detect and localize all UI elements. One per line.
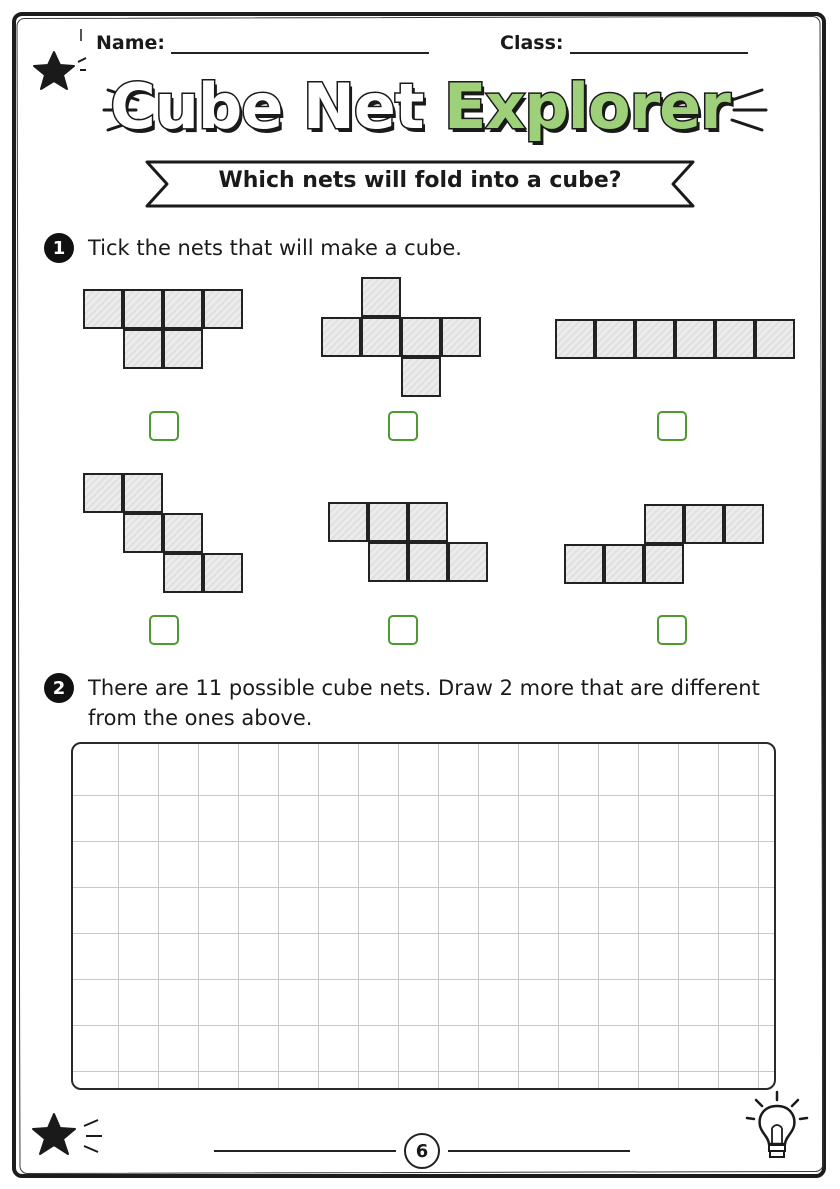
net-square (203, 289, 243, 329)
net-square (715, 319, 755, 359)
name-label: Name: (96, 32, 166, 54)
net-square (163, 513, 203, 553)
net-square (604, 544, 644, 584)
subtitle: Which nets will fold into a cube? (218, 168, 622, 193)
sparkle-icon (74, 28, 88, 42)
net-square (368, 542, 408, 582)
question-2-line-1: There are 11 possible cube nets. Draw 2 more that are different (88, 676, 760, 700)
net-square (401, 357, 441, 397)
net-square (675, 319, 715, 359)
question-2-badge: 2 (44, 673, 74, 703)
lightbulb-icon (742, 1088, 812, 1168)
net-square (163, 329, 203, 369)
page-number: 6 (404, 1133, 440, 1169)
question-1-badge: 1 (44, 233, 74, 263)
net-square (684, 504, 724, 544)
question-1-text: Tick the nets that will make a cube. (88, 236, 462, 260)
question-2-line-2: from the ones above. (88, 706, 313, 730)
title-word-1: Cube Net (110, 70, 424, 143)
net-square (123, 513, 163, 553)
footer-line-right (448, 1150, 630, 1152)
net-square (361, 277, 401, 317)
tick-box-net-5[interactable] (388, 615, 418, 645)
net-square (123, 329, 163, 369)
net-square (83, 473, 123, 513)
class-line[interactable] (570, 52, 748, 54)
net-square (724, 504, 764, 544)
net-square (368, 502, 408, 542)
footer-line-left (214, 1150, 396, 1152)
tick-box-net-4[interactable] (149, 615, 179, 645)
net-square (163, 553, 203, 593)
net-square (564, 544, 604, 584)
drawing-grid[interactable] (71, 742, 776, 1090)
net-square (408, 502, 448, 542)
net-square (755, 319, 795, 359)
net-square (123, 473, 163, 513)
title-word-2: Explorer (444, 70, 730, 143)
net-square (83, 289, 123, 329)
class-field[interactable] (500, 32, 748, 54)
net-square (163, 289, 203, 329)
tick-box-net-3[interactable] (657, 411, 687, 441)
net-square (644, 504, 684, 544)
tick-box-net-1[interactable] (149, 411, 179, 441)
net-square (448, 542, 488, 582)
net-square (328, 502, 368, 542)
tick-box-net-6[interactable] (657, 615, 687, 645)
net-square (555, 319, 595, 359)
tick-box-net-2[interactable] (388, 411, 418, 441)
name-field[interactable] (96, 32, 429, 54)
net-square (321, 317, 361, 357)
class-label: Class: (500, 32, 564, 54)
net-square (401, 317, 441, 357)
net-square (408, 542, 448, 582)
net-square (203, 553, 243, 593)
page-title (0, 70, 840, 143)
net-square (441, 317, 481, 357)
net-square (595, 319, 635, 359)
net-square (644, 544, 684, 584)
net-square (123, 289, 163, 329)
net-square (635, 319, 675, 359)
net-square (361, 317, 401, 357)
star-icon (28, 1108, 108, 1164)
name-line[interactable] (171, 52, 429, 54)
